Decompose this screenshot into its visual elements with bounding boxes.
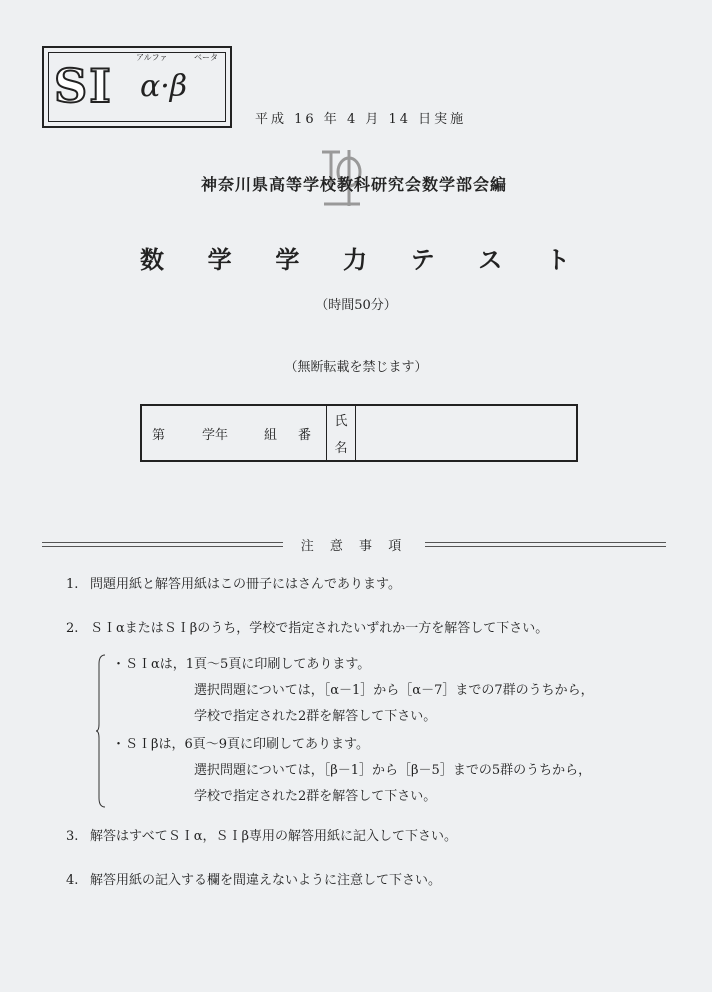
- gakunen-label: 学年: [202, 427, 229, 443]
- page-title: [140, 240, 570, 275]
- item-number: 3.: [66, 829, 79, 844]
- alpha-sub-line: 学校で指定された2群を解答して下さい。: [194, 709, 437, 724]
- list-item: [66, 576, 401, 594]
- divider: [42, 542, 283, 547]
- logo-alpha-beta-text: α·β: [140, 69, 188, 104]
- title-char: 学: [207, 246, 232, 274]
- exam-time: （時間50分）: [315, 298, 397, 313]
- caution-heading: [42, 534, 666, 554]
- student-info-table: [140, 404, 578, 462]
- publisher: 神奈川県高等学校教科研究会数学部会編: [200, 175, 507, 194]
- item-text: ＳＩαまたはＳＩβのうち，学校で指定されたいずれか一方を解答して下さい。: [90, 621, 549, 636]
- ruby-alpha: アルファ: [136, 53, 168, 62]
- title-char: 学: [275, 246, 300, 274]
- title-char: ス: [478, 246, 503, 274]
- mei-label: 名: [334, 441, 348, 456]
- logo-si-text: SI: [54, 59, 113, 113]
- title-char: ト: [545, 246, 570, 274]
- ruby-beta: ベータ: [194, 53, 218, 62]
- no-reprint-notice: （無断転載を禁じます）: [284, 360, 428, 375]
- dai-label: 第: [152, 427, 166, 443]
- beta-sub-head: ・ＳＩβは，6頁～9頁に印刷してあります。: [112, 737, 370, 752]
- left-brace: [96, 654, 106, 808]
- item-number: 1.: [66, 577, 79, 592]
- alpha-sub-line: 選択問題については，［α－1］から［α－7］までの7群のうちから，: [194, 683, 594, 698]
- grade-class-number-cell[interactable]: [142, 406, 326, 460]
- beta-sub-line: 選択問題については，［β－1］から［β－5］までの5群のうちから，: [194, 763, 592, 778]
- name-entry-field[interactable]: [356, 406, 576, 460]
- title-char: 力: [342, 246, 367, 274]
- caution-title: 注 意 事 項: [300, 538, 408, 554]
- list-item: [66, 872, 441, 890]
- ban-label: 番: [298, 427, 312, 443]
- item-number: 4.: [66, 873, 79, 888]
- name-label-cell: [326, 406, 356, 460]
- beta-sub-line: 学校で指定された2群を解答して下さい。: [194, 789, 437, 804]
- exam-date: 平成 16 年 4 月 14 日実施: [255, 112, 467, 127]
- title-char: テ: [410, 246, 435, 274]
- item-text: 問題用紙と解答用紙はこの冊子にはさんであります。: [90, 577, 401, 592]
- logo-box: [42, 46, 232, 128]
- alpha-sub-head: ・ＳＩαは，1頁～5頁に印刷してあります。: [112, 657, 371, 672]
- kumi-label: 組: [264, 427, 278, 443]
- list-item: [66, 828, 457, 846]
- title-char: 数: [140, 246, 164, 274]
- item-text: 解答はすべてＳＩα，ＳＩβ専用の解答用紙に記入して下さい。: [90, 829, 458, 844]
- item-text: 解答用紙の記入する欄を間違えないように注意して下さい。: [90, 873, 442, 888]
- list-item: [66, 620, 548, 638]
- shi-label: 氏: [334, 414, 348, 429]
- divider: [425, 542, 666, 547]
- item-number: 2.: [66, 621, 79, 636]
